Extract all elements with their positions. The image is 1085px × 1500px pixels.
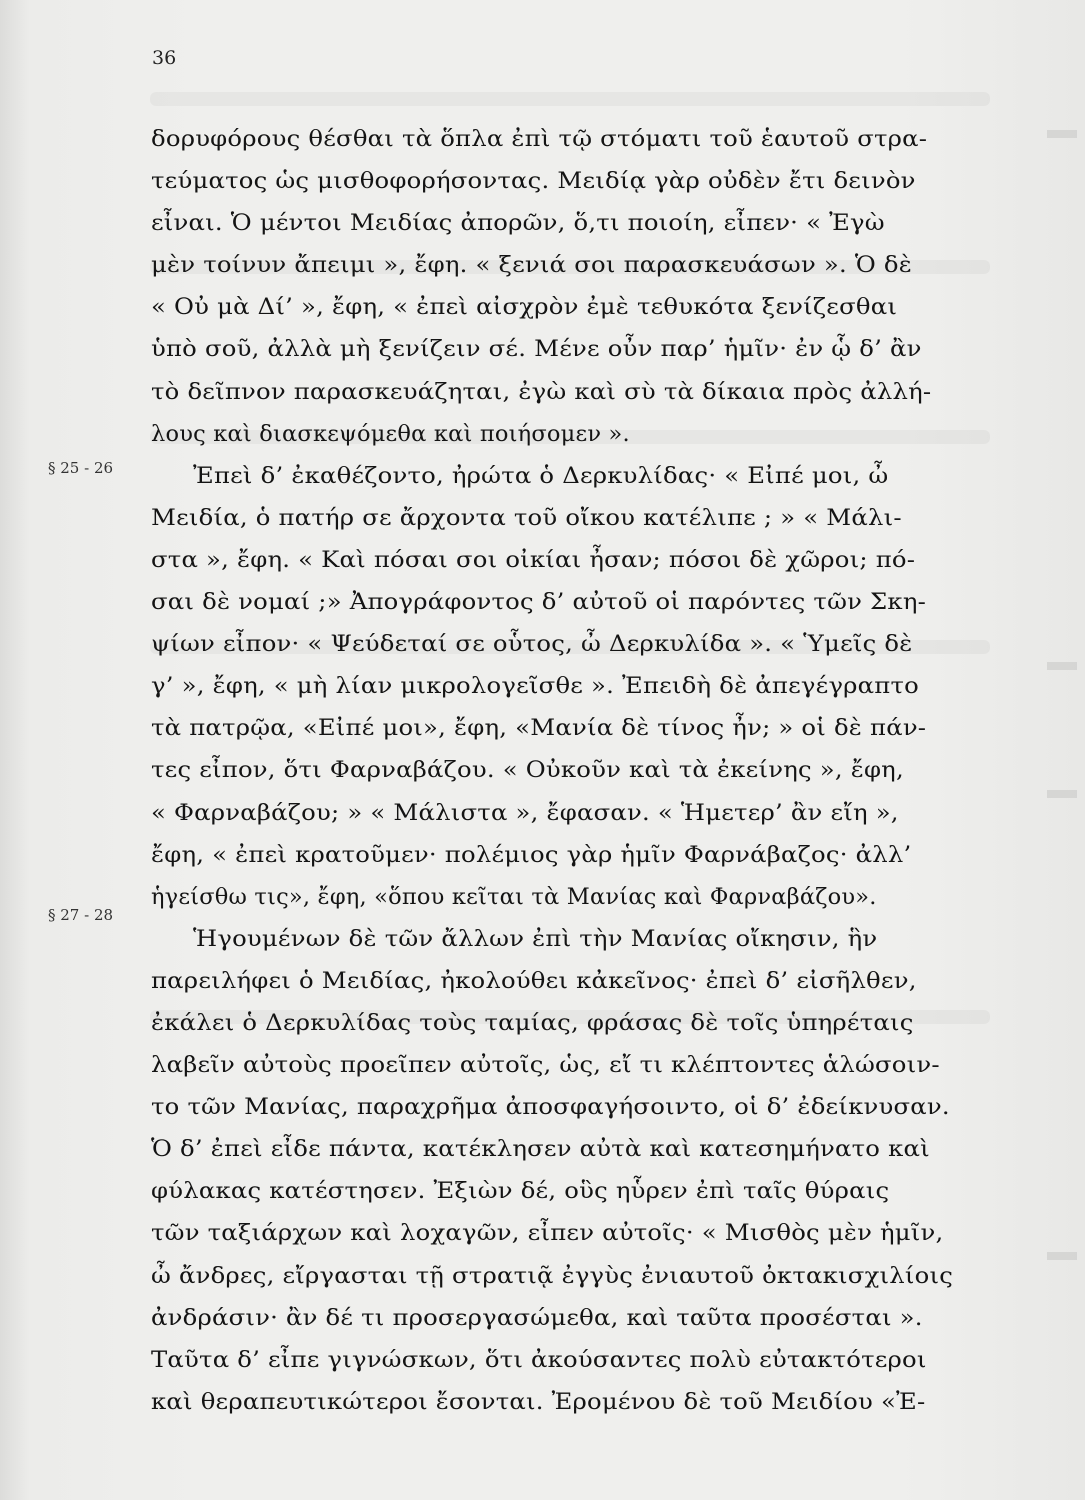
margin-show-through xyxy=(1047,130,1077,138)
text-line: λους καὶ διασκεψόμεθα καὶ ποιήσομεν ». xyxy=(151,420,630,447)
text-line: μὲν τοίνυν ἄπειμι », ἔφη. « ξενιά σοι παρασκευάσων ». Ὁ δὲ xyxy=(151,252,913,279)
text-line: δορυφόρους θέσθαι τὰ ὅπλα ἐπὶ τῷ στόματι τοῦ ἑαυτοῦ στρα- xyxy=(151,126,928,152)
page-number: 36 xyxy=(152,47,177,69)
text-line: εἶναι. Ὁ μέντοι Μειδίας ἀπορῶν, ὅ,τι ποιοίη, εἶπεν· « Ἐγὼ xyxy=(151,210,885,237)
text-line: τὰ πατρῷα, «Εἰπέ μοι», ἔφη, «Μανία δὲ τίνος ἦν; » οἱ δὲ πάν- xyxy=(151,715,927,742)
text-line: « Οὐ μὰ Δί’ », ἔφη, « ἐπεὶ αἰσχρὸν ἐμὲ τεθυκότα ξενίζεσθαι xyxy=(151,294,898,321)
paragraph-start-line: Ἡγουμένων δὲ τῶν ἄλλων ἐπὶ τὴν Μανίας οἴκησιν, ἣν xyxy=(193,925,878,952)
text-line: τεύματος ὡς μισθοφορήσοντας. Μειδίᾳ γὰρ οὐδὲν ἔτι δεινὸν xyxy=(151,168,916,195)
main-text xyxy=(151,118,999,1423)
text-line: « Φαρναβάζου; » « Μάλιστα », ἔφασαν. « Ἡμετερ’ ἂν εἴη », xyxy=(151,799,899,826)
text-line: ἔφη, « ἐπεὶ κρατοῦμεν· πολέμιος γὰρ ἡμῖν Φαρνάβαζος· ἀλλ’ xyxy=(151,841,912,868)
text-line: παρειλήφει ὁ Μειδίας, ἠκολούθει κἀκεῖνος· ἐπεὶ δ’ εἰσῆλθεν, xyxy=(151,967,917,994)
show-through-line xyxy=(150,92,990,106)
section-marker-25-26: § 25 - 26 xyxy=(48,459,114,477)
text-line: ψίων εἶπον· « Ψεύδεταί σε οὗτος, ὦ Δερκυλίδα ». « Ὑμεῖς δὲ xyxy=(151,631,913,658)
text-line: ὦ ἄνδρες, εἴργασται τῇ στρατιᾷ ἐγγὺς ἐνιαυτοῦ ὀκτακισχιλίοις xyxy=(151,1262,954,1289)
text-line: καὶ θεραπευτικώτεροι ἔσονται. Ἐρομένου δὲ τοῦ Μειδίου «Ἐ- xyxy=(151,1388,926,1415)
margin-show-through xyxy=(1047,790,1077,798)
margin-show-through xyxy=(1047,1252,1077,1260)
text-line: ἀνδράσιν· ἂν δέ τι προσεργασώμεθα, καὶ ταῦτα προσέσται ». xyxy=(151,1304,923,1331)
text-line: στα », ἔφη. « Καὶ πόσαι σοι οἰκίαι ἦσαν; πόσοι δὲ χῶροι; πό- xyxy=(151,546,916,573)
section-marker-27-28: § 27 - 28 xyxy=(48,906,114,924)
text-line: Μειδία, ὁ πατήρ σε ἄρχοντα τοῦ οἴκου κατέλιπε ; » « Μάλι- xyxy=(151,504,902,531)
text-line: λαβεῖν αὐτοὺς προεῖπεν αὐτοῖς, ὡς, εἴ τι κλέπτοντες ἁλώσοιν- xyxy=(151,1052,940,1079)
text-line: Ταῦτα δ’ εἶπε γιγνώσκων, ὅτι ἀκούσαντες πολὺ εὐτακτότεροι xyxy=(151,1346,927,1373)
margin-show-through xyxy=(1047,662,1077,670)
text-line: τῶν ταξιάρχων καὶ λοχαγῶν, εἶπεν αὐτοῖς· « Μισθὸς μὲν ἡμῖν, xyxy=(151,1220,944,1247)
text-line: σαι δὲ νομαί ;» Ἀπογράφοντος δ’ αὐτοῦ οἱ παρόντες τῶν Σκη- xyxy=(151,589,927,616)
text-line: το τῶν Μανίας, παραχρῆμα ἀποσφαγήσοιντο, οἱ δ’ ἐδείκνυσαν. xyxy=(151,1094,950,1121)
paragraph-start-line: Ἐπεὶ δ’ ἐκαθέζοντο, ἠρώτα ὁ Δερκυλίδας· « Εἰπέ μοι, ὦ xyxy=(193,462,889,489)
text-line: φύλακας κατέστησεν. Ἐξιὼν δέ, οὓς ηὗρεν ἐπὶ ταῖς θύραις xyxy=(151,1178,890,1205)
text-line: ἐκάλει ὁ Δερκυλίδας τοὺς ταμίας, φράσας δὲ τοῖς ὑπηρέταις xyxy=(151,1009,914,1036)
text-line: τὸ δεῖπνον παρασκευάζηται, ἐγὼ καὶ σὺ τὰ δίκαια πρὸς ἀλλή- xyxy=(151,378,932,405)
text-line: τες εἶπον, ὅτι Φαρναβάζου. « Οὐκοῦν καὶ τὰ ἐκείνης », ἔφη, xyxy=(151,757,904,784)
text-line: γ’ », ἔφη, « μὴ λίαν μικρολογεῖσθε ». Ἐπειδὴ δὲ ἀπεγέγραπτο xyxy=(151,673,920,700)
text-line: ὑπὸ σοῦ, ἀλλὰ μὴ ξενίζειν σέ. Μένε οὖν παρ’ ἡμῖν· ἐν ᾧ δ’ ἂν xyxy=(151,336,922,363)
text-line: Ὁ δ’ ἐπεὶ εἶδε πάντα, κατέκλησεν αὐτὰ καὶ κατεσημήνατο καὶ xyxy=(151,1136,930,1163)
text-line: ἡγείσθω τις», ἔφη, «ὅπου κεῖται τὰ Μανίας καὶ Φαρναβάζου». xyxy=(151,883,877,910)
